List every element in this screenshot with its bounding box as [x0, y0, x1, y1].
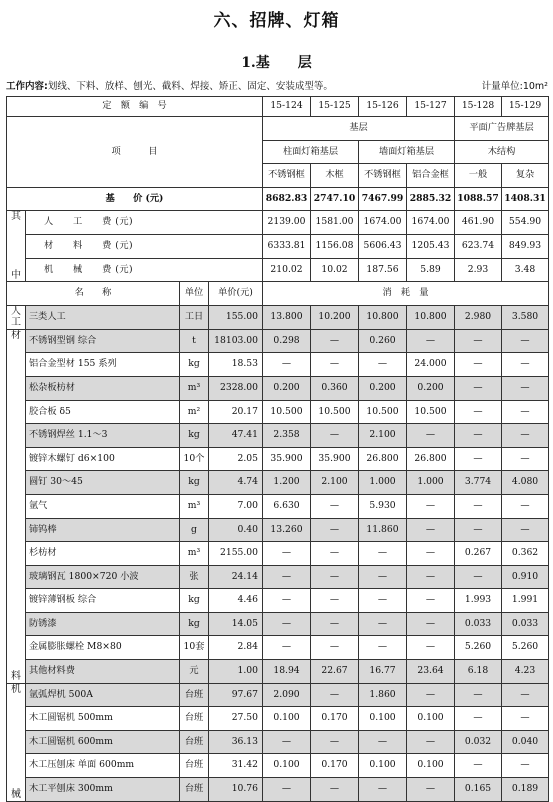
material-price: 20.17: [209, 400, 263, 424]
machine-value: 0.032: [455, 730, 502, 754]
section-title: 1.基 层: [241, 55, 312, 71]
machine-value: 0.189: [502, 778, 549, 802]
material-value: —: [359, 542, 407, 566]
cost-group-label: [9, 211, 23, 281]
material-value: 0.200: [359, 376, 407, 400]
material-unit: m²: [180, 400, 209, 424]
material-value: 2.358: [263, 424, 311, 448]
machine-row: [7, 730, 549, 754]
machine-value: —: [359, 778, 407, 802]
labor-value: 10.200: [311, 305, 359, 329]
material-value: 11.860: [359, 518, 407, 542]
material-value: —: [407, 612, 455, 636]
material-value: —: [455, 329, 502, 353]
machine-value: 0.100: [263, 754, 311, 778]
cost-value: 1205.43: [407, 234, 455, 258]
material-row: [7, 518, 549, 542]
material-value: —: [502, 494, 549, 518]
machine-value: —: [263, 730, 311, 754]
material-value: 0.362: [502, 542, 549, 566]
machine-value: 0.100: [407, 707, 455, 731]
machine-value: —: [359, 730, 407, 754]
material-row: [7, 471, 549, 495]
material-name: 松杂板枋材: [26, 376, 180, 400]
cost-value: 1156.08: [311, 234, 359, 258]
material-name: 胶合板 δ5: [26, 400, 180, 424]
material-value: 6.630: [263, 494, 311, 518]
material-value: 0.360: [311, 376, 359, 400]
material-value: —: [407, 424, 455, 448]
material-value: 1.993: [455, 589, 502, 613]
material-row: [7, 447, 549, 471]
material-value: 10.500: [407, 400, 455, 424]
machine-row: [7, 707, 549, 731]
material-row: [7, 636, 549, 660]
unit-label: 计量单位:10m²: [481, 81, 548, 92]
quota-code: 15-124: [263, 97, 311, 117]
machine-value: 0.100: [263, 707, 311, 731]
material-value: —: [502, 447, 549, 471]
material-price: 2.05: [209, 447, 263, 471]
material-unit: kg: [180, 612, 209, 636]
labor-value: 2.980: [455, 305, 502, 329]
material-value: 24.000: [407, 353, 455, 377]
material-value: —: [502, 376, 549, 400]
item-label: 项 目: [7, 117, 263, 188]
material-value: —: [407, 518, 455, 542]
machine-name: 氩弧焊机 500A: [26, 683, 180, 707]
material-value: —: [311, 424, 359, 448]
material-value: —: [455, 424, 502, 448]
variant: 不锈钢框: [359, 164, 407, 188]
material-unit: g: [180, 518, 209, 542]
quota-code: 15-125: [311, 97, 359, 117]
labor-unit: 工日: [180, 305, 209, 329]
machine-value: —: [502, 683, 549, 707]
group-billboard: 平面广告牌基层: [455, 117, 549, 141]
machine-unit: 台班: [180, 754, 209, 778]
group-base: 基层: [263, 117, 455, 141]
material-value: —: [263, 542, 311, 566]
name-header: 名 称: [7, 282, 180, 306]
material-price: 7.00: [209, 494, 263, 518]
cost-row: [7, 211, 549, 235]
material-unit: 10个: [180, 447, 209, 471]
material-value: —: [502, 329, 549, 353]
material-value: —: [359, 636, 407, 660]
material-price: 1.00: [209, 660, 263, 684]
machine-group-bottom: 械: [11, 789, 21, 801]
material-group-label: [9, 330, 23, 683]
cost-value: 1674.00: [407, 211, 455, 235]
material-value: —: [311, 542, 359, 566]
machine-value: —: [407, 778, 455, 802]
material-unit: m³: [180, 542, 209, 566]
cost-row: [7, 234, 549, 258]
machine-value: 0.100: [407, 754, 455, 778]
machine-value: 0.170: [311, 707, 359, 731]
material-value: 0.910: [502, 565, 549, 589]
material-value: —: [502, 400, 549, 424]
material-row: [7, 589, 549, 613]
material-value: —: [311, 589, 359, 613]
material-price: 0.40: [209, 518, 263, 542]
work-content-text: 划线、下料、放样、刨光、截料、焊接、矫正、固定、安装成型等。: [47, 81, 333, 92]
cost-value: 187.56: [359, 258, 407, 282]
material-value: —: [455, 518, 502, 542]
material-unit: kg: [180, 353, 209, 377]
cost-value: 3.48: [502, 258, 549, 282]
machine-value: 0.100: [359, 754, 407, 778]
base-price-value: 2885.32: [407, 187, 455, 211]
labor-price: 155.00: [209, 305, 263, 329]
material-price: 2155.00: [209, 542, 263, 566]
quota-code: 15-128: [455, 97, 502, 117]
material-row: [7, 542, 549, 566]
quota-code: 15-126: [359, 97, 407, 117]
machine-price: 27.50: [209, 707, 263, 731]
material-unit: m³: [180, 376, 209, 400]
material-price: 18103.00: [209, 329, 263, 353]
material-value: —: [311, 612, 359, 636]
machine-value: —: [407, 730, 455, 754]
material-row: [7, 329, 549, 353]
material-value: 10.500: [263, 400, 311, 424]
material-value: 3.774: [455, 471, 502, 495]
material-value: 4.23: [502, 660, 549, 684]
variant: 铝合金框: [407, 164, 455, 188]
material-value: 10.500: [311, 400, 359, 424]
material-value: 18.94: [263, 660, 311, 684]
material-name: 铝合金型材 155 系列: [26, 353, 180, 377]
material-value: —: [407, 542, 455, 566]
quota-code: 15-127: [407, 97, 455, 117]
machine-value: —: [407, 683, 455, 707]
machine-price: 36.13: [209, 730, 263, 754]
cost-group-bottom: 中: [11, 269, 21, 281]
material-value: 2.100: [311, 471, 359, 495]
machine-group-top: 机: [11, 683, 21, 695]
machine-group-label: [9, 684, 23, 801]
quota-code: 15-129: [502, 97, 549, 117]
material-value: —: [407, 636, 455, 660]
variant: 一般: [455, 164, 502, 188]
material-value: —: [311, 494, 359, 518]
material-value: —: [311, 353, 359, 377]
material-unit: 张: [180, 565, 209, 589]
cost-group-top: 其: [11, 211, 21, 223]
material-value: —: [359, 589, 407, 613]
material-value: —: [359, 565, 407, 589]
material-row: [7, 376, 549, 400]
machine-unit: 台班: [180, 730, 209, 754]
machine-price: 10.76: [209, 778, 263, 802]
material-name: 其他材料费: [26, 660, 180, 684]
sub-wood: 木结构: [455, 140, 549, 164]
base-price-value: 8682.83: [263, 187, 311, 211]
labor-value: 10.800: [359, 305, 407, 329]
material-value: 0.200: [263, 376, 311, 400]
material-value: 1.991: [502, 589, 549, 613]
cost-value: 1581.00: [311, 211, 359, 235]
cost-value: 5606.43: [359, 234, 407, 258]
cost-value: 849.93: [502, 234, 549, 258]
material-value: 0.033: [455, 612, 502, 636]
material-value: 23.64: [407, 660, 455, 684]
cost-value: 10.02: [311, 258, 359, 282]
material-value: 16.77: [359, 660, 407, 684]
cost-value: 210.02: [263, 258, 311, 282]
chapter-title: 六、招牌、灯箱: [213, 11, 340, 31]
cost-value: 554.90: [502, 211, 549, 235]
material-price: 18.53: [209, 353, 263, 377]
machine-value: 2.090: [263, 683, 311, 707]
material-row: [7, 494, 549, 518]
sub-column-lightbox: 柱面灯箱基层: [263, 140, 359, 164]
material-value: —: [455, 376, 502, 400]
cost-value: 2.93: [455, 258, 502, 282]
cost-value: 5.89: [407, 258, 455, 282]
machine-row: [7, 754, 549, 778]
material-unit: t: [180, 329, 209, 353]
material-value: 35.900: [263, 447, 311, 471]
material-price: 2.84: [209, 636, 263, 660]
machine-value: —: [502, 707, 549, 731]
material-value: —: [263, 565, 311, 589]
material-unit: 元: [180, 660, 209, 684]
material-value: —: [455, 565, 502, 589]
material-name: 氩气: [26, 494, 180, 518]
material-value: —: [359, 612, 407, 636]
material-value: 1.000: [359, 471, 407, 495]
material-value: 26.800: [359, 447, 407, 471]
work-content-label: 工作内容:: [6, 81, 48, 92]
machine-name: 木工圆锯机 500mm: [26, 707, 180, 731]
material-value: —: [311, 329, 359, 353]
sub-wall-lightbox: 墙面灯箱基层: [359, 140, 455, 164]
material-name: 不锈钢型钢 综合: [26, 329, 180, 353]
material-value: —: [455, 494, 502, 518]
material-name: 玻璃钢瓦 1800×720 小波: [26, 565, 180, 589]
cost-row: [7, 258, 549, 282]
material-value: 26.800: [407, 447, 455, 471]
machine-value: —: [311, 683, 359, 707]
material-value: —: [407, 565, 455, 589]
material-name: 圆钉 30～45: [26, 471, 180, 495]
group-header-row: [7, 117, 549, 141]
machine-row: [7, 683, 549, 707]
base-price-value: 1408.31: [502, 187, 549, 211]
material-value: 22.67: [311, 660, 359, 684]
material-value: —: [502, 353, 549, 377]
machine-value: 0.165: [455, 778, 502, 802]
machine-name: 木工圆锯机 600mm: [26, 730, 180, 754]
material-value: —: [502, 424, 549, 448]
material-value: 5.930: [359, 494, 407, 518]
material-value: 10.500: [359, 400, 407, 424]
material-value: 13.260: [263, 518, 311, 542]
material-value: 1.200: [263, 471, 311, 495]
variant: 复杂: [502, 164, 549, 188]
machine-value: —: [455, 707, 502, 731]
labor-value: 13.800: [263, 305, 311, 329]
unit-header: 单位: [180, 282, 209, 306]
base-price-row: [7, 187, 549, 211]
machine-value: —: [311, 778, 359, 802]
material-price: 2328.00: [209, 376, 263, 400]
machine-price: 31.42: [209, 754, 263, 778]
material-unit: kg: [180, 589, 209, 613]
material-value: —: [263, 636, 311, 660]
material-value: —: [407, 329, 455, 353]
cost-group: [7, 211, 26, 282]
machine-name: 木工压刨床 单面 600mm: [26, 754, 180, 778]
cost-label: 材 料 费 (元): [26, 234, 263, 258]
cost-label: 人 工 费 (元): [26, 211, 263, 235]
machine-group: [7, 683, 26, 801]
consumption-header: 消 耗 量: [263, 282, 549, 306]
material-value: —: [407, 589, 455, 613]
material-name: 镀锌薄钢板 综合: [26, 589, 180, 613]
machine-value: —: [311, 730, 359, 754]
base-price-value: 2747.10: [311, 187, 359, 211]
labor-value: 10.800: [407, 305, 455, 329]
material-price: 24.14: [209, 565, 263, 589]
material-name: 杉枋材: [26, 542, 180, 566]
machine-value: 0.040: [502, 730, 549, 754]
material-value: —: [455, 400, 502, 424]
material-value: —: [311, 565, 359, 589]
machine-row: [7, 778, 549, 802]
machine-value: 0.100: [359, 707, 407, 731]
machine-value: 1.860: [359, 683, 407, 707]
machine-value: 0.170: [311, 754, 359, 778]
material-value: 4.080: [502, 471, 549, 495]
machine-value: —: [455, 754, 502, 778]
machine-value: —: [502, 754, 549, 778]
material-group-bottom: 料: [11, 671, 21, 683]
cost-value: 1674.00: [359, 211, 407, 235]
material-value: —: [455, 353, 502, 377]
material-name: 不锈钢焊丝 1.1～3: [26, 424, 180, 448]
material-price: 4.74: [209, 471, 263, 495]
material-row: [7, 565, 549, 589]
cost-value: 623.74: [455, 234, 502, 258]
material-value: 5.260: [455, 636, 502, 660]
machine-unit: 台班: [180, 707, 209, 731]
machine-name: 木工平刨床 300mm: [26, 778, 180, 802]
base-price-value: 1088.57: [455, 187, 502, 211]
material-row: [7, 424, 549, 448]
material-unit: kg: [180, 471, 209, 495]
quota-code-row: [7, 97, 549, 117]
material-unit: 10套: [180, 636, 209, 660]
material-name: 防锈漆: [26, 612, 180, 636]
material-value: —: [407, 494, 455, 518]
material-value: 0.033: [502, 612, 549, 636]
material-value: —: [502, 518, 549, 542]
material-value: 0.298: [263, 329, 311, 353]
price-header: 单价(元): [209, 282, 263, 306]
quota-table: [6, 96, 549, 802]
material-value: 0.200: [407, 376, 455, 400]
material-value: —: [263, 589, 311, 613]
base-price-value: 7467.99: [359, 187, 407, 211]
quota-code-label: 定 额 编 号: [7, 97, 263, 117]
consumption-header-row: [7, 282, 549, 306]
material-group: [7, 329, 26, 683]
material-price: 14.05: [209, 612, 263, 636]
machine-price: 97.67: [209, 683, 263, 707]
material-value: 1.000: [407, 471, 455, 495]
material-unit: m³: [180, 494, 209, 518]
material-row: [7, 612, 549, 636]
material-value: 0.260: [359, 329, 407, 353]
material-unit: kg: [180, 424, 209, 448]
material-value: —: [311, 518, 359, 542]
material-group-top: 材: [11, 329, 21, 341]
material-price: 47.41: [209, 424, 263, 448]
material-value: —: [359, 353, 407, 377]
cost-value: 6333.81: [263, 234, 311, 258]
labor-row: [7, 305, 549, 329]
material-row: [7, 660, 549, 684]
material-value: —: [263, 612, 311, 636]
labor-name: 三类人工: [26, 305, 180, 329]
material-value: —: [311, 636, 359, 660]
material-row: [7, 353, 549, 377]
labor-group: 人工: [7, 305, 26, 329]
variant: 木框: [311, 164, 359, 188]
base-price-label: 基 价 (元): [7, 187, 263, 211]
material-value: 35.900: [311, 447, 359, 471]
labor-value: 3.580: [502, 305, 549, 329]
material-name: 铈钨棒: [26, 518, 180, 542]
material-row: [7, 400, 549, 424]
material-price: 4.46: [209, 589, 263, 613]
material-value: —: [455, 447, 502, 471]
cost-value: 2139.00: [263, 211, 311, 235]
material-name: 镀锌木螺钉 d6×100: [26, 447, 180, 471]
variant: 不锈钢框: [263, 164, 311, 188]
cost-label: 机 械 费 (元): [26, 258, 263, 282]
work-content-line: [6, 78, 548, 92]
cost-value: 461.90: [455, 211, 502, 235]
material-value: 2.100: [359, 424, 407, 448]
machine-value: —: [263, 778, 311, 802]
machine-unit: 台班: [180, 683, 209, 707]
material-value: 0.267: [455, 542, 502, 566]
material-value: 6.18: [455, 660, 502, 684]
machine-unit: 台班: [180, 778, 209, 802]
machine-value: —: [455, 683, 502, 707]
material-value: —: [263, 353, 311, 377]
material-name: 金属膨胀螺栓 M8×80: [26, 636, 180, 660]
material-value: 5.260: [502, 636, 549, 660]
